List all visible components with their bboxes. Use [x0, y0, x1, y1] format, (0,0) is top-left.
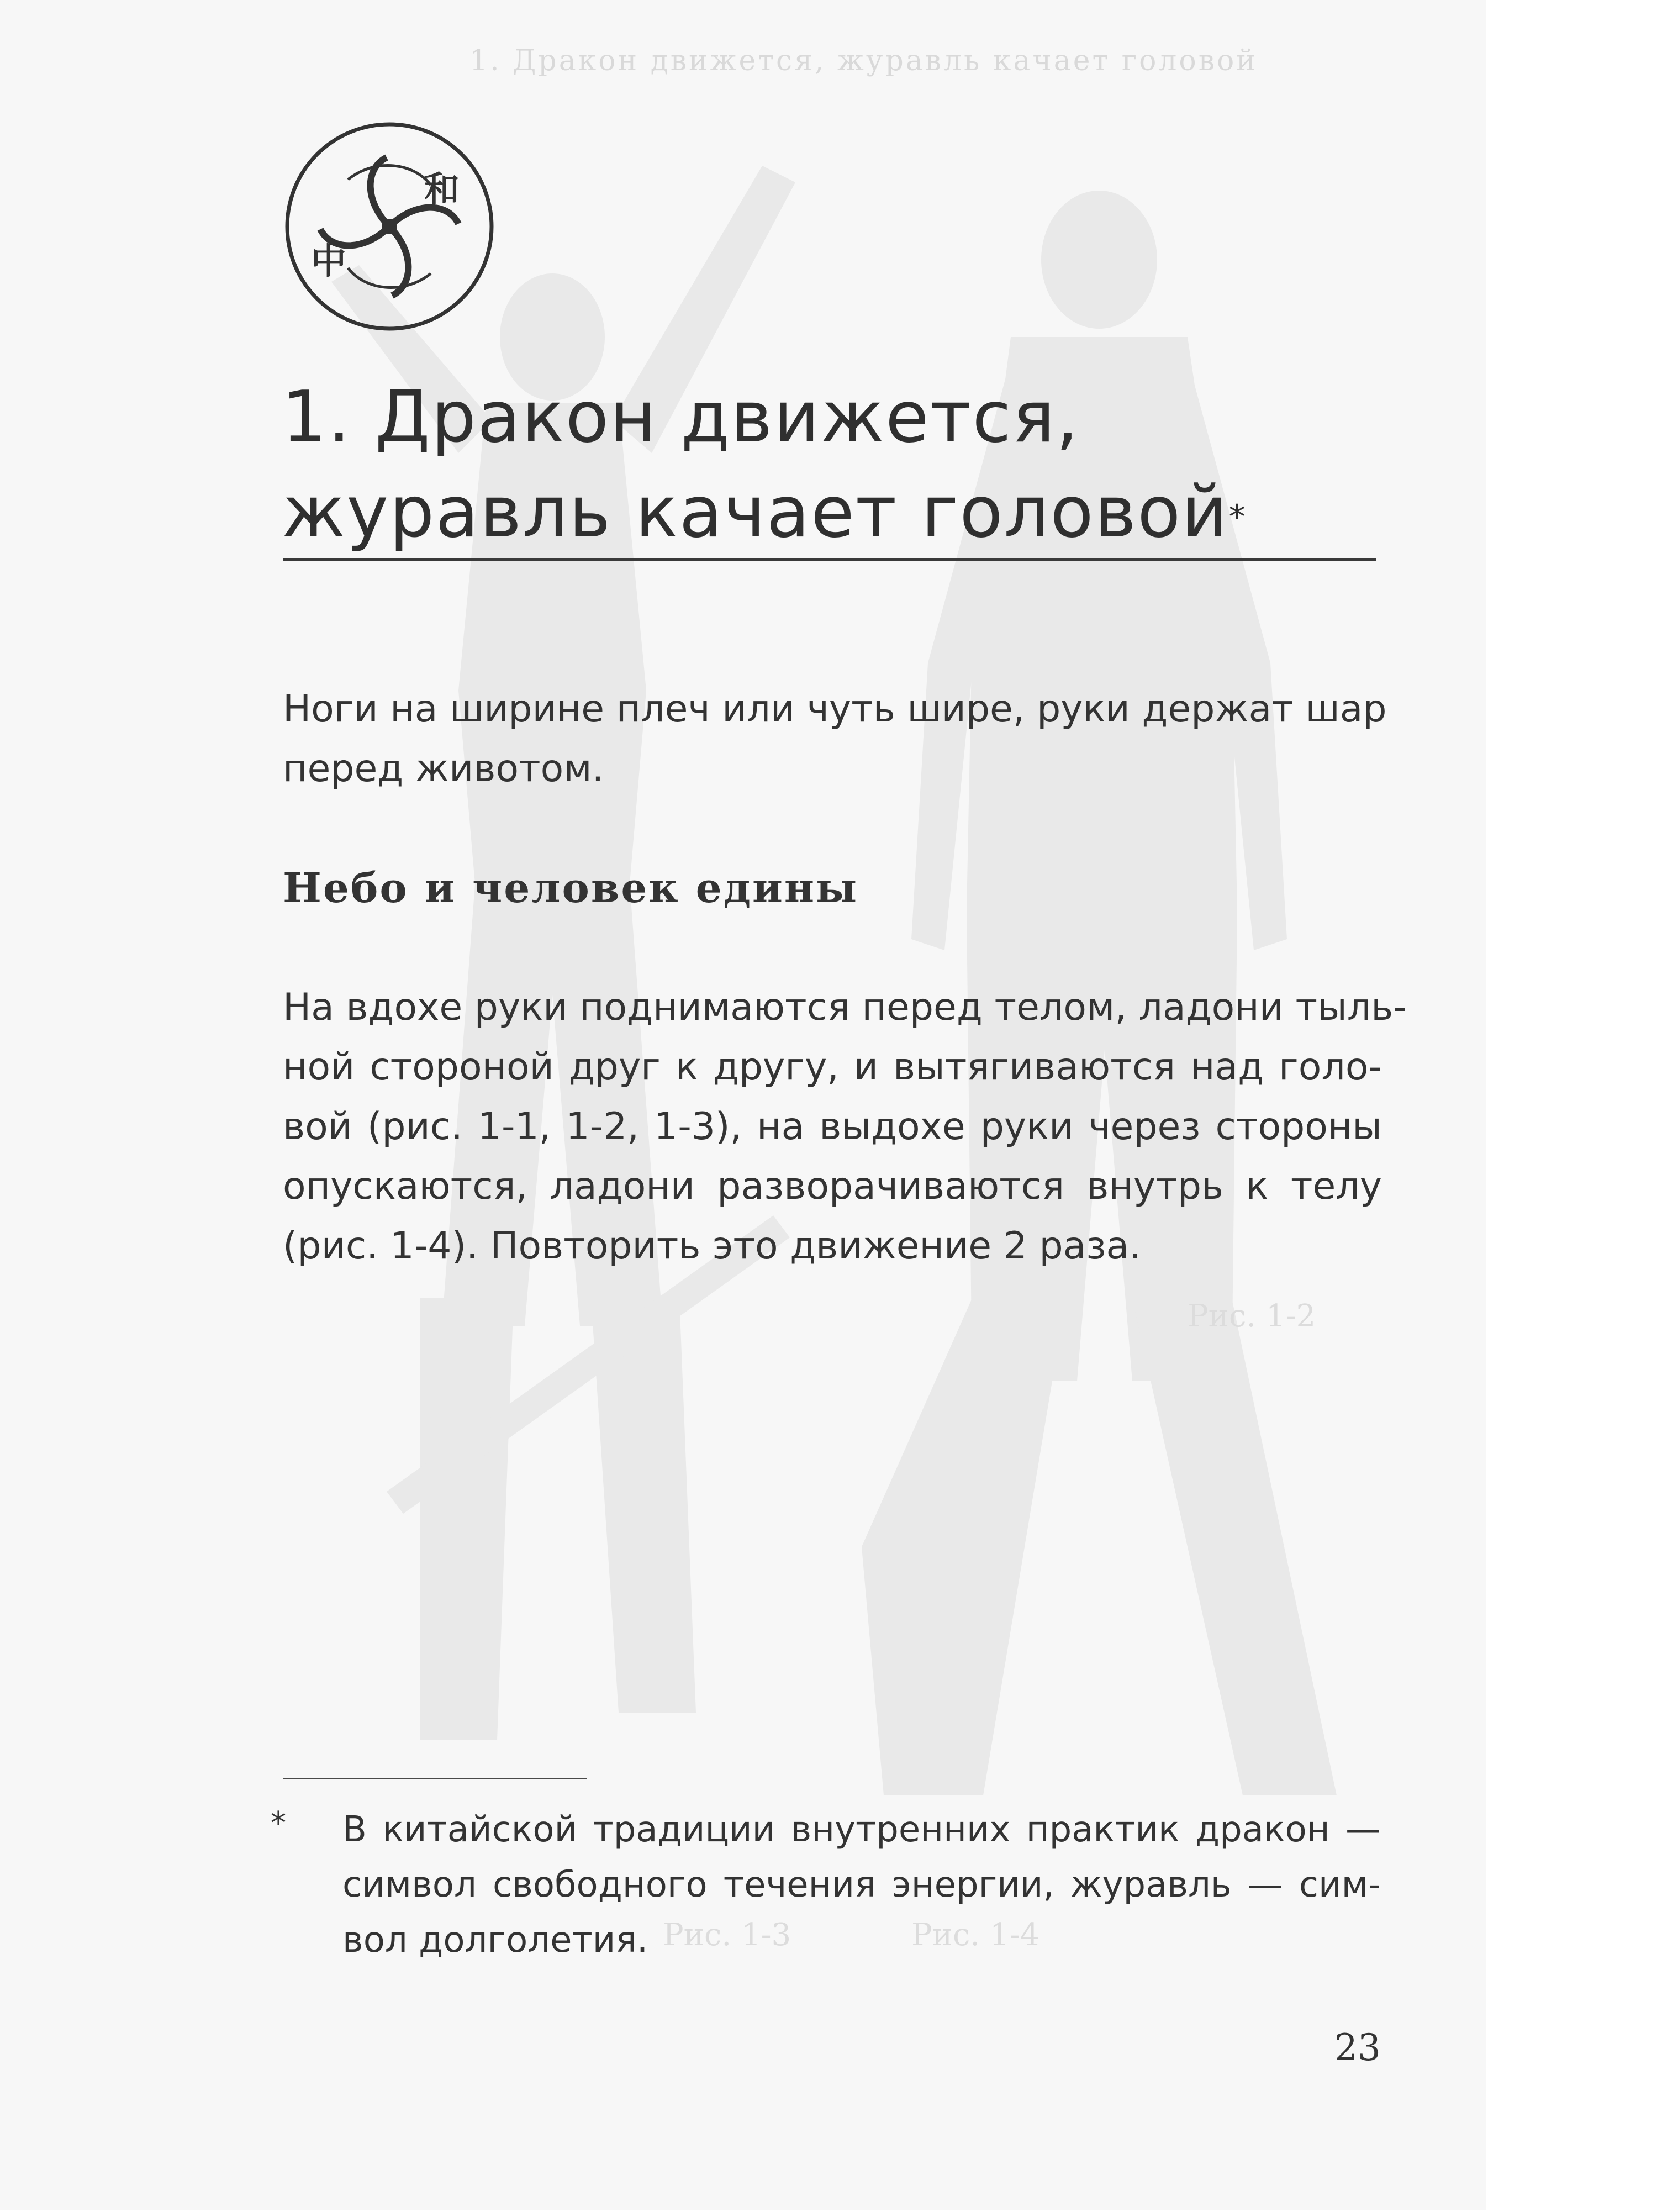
footnote-line: В китайской традиции внутренних практик дракон — — [342, 1809, 1381, 1850]
footnote-divider — [283, 1778, 587, 1779]
footnote-line: символ свободного течения энергии, журавль — сим- — [342, 1865, 1381, 1905]
page-number: 23 — [1334, 2026, 1381, 2069]
emblem-glyph-right: 和 — [424, 170, 460, 210]
footnote-line: вол долголетия. — [342, 1920, 648, 1961]
section-line: вой (рис. 1-1, 1-2, 1-3), на выдохе руки через стороны — [283, 1105, 1382, 1149]
chapter-emblem-icon — [282, 119, 497, 334]
intro-line: перед животом. — [283, 747, 604, 791]
bleed-caption-right: Рис. 1-4 — [911, 1917, 1040, 1953]
intro-line: Ноги на ширине плеч или чуть шире, руки держат шар — [283, 687, 1387, 731]
section-paragraph — [283, 978, 1407, 1276]
bleed-running-head: 1. Дракон движется, журавль качает головой — [469, 44, 1258, 77]
intro-paragraph — [283, 680, 1387, 799]
chapter-title-line-1: 1. Дракон движется, — [282, 376, 1080, 459]
emblem-graphic — [282, 119, 497, 334]
bleed-caption-upper: Рис. 1-2 — [1188, 1298, 1316, 1334]
chapter-title — [282, 370, 1392, 560]
section-line: ной стороной друг к другу, и вытягиваются над голо- — [283, 1045, 1382, 1089]
section-line: На вдохе руки поднимаются перед телом, ладони тыль- — [283, 986, 1407, 1029]
bleed-caption-left: Рис. 1-3 — [663, 1917, 791, 1953]
section-heading: Небо и человек едины — [283, 865, 859, 912]
section-line: (рис. 1-4). Повторить это движение 2 раза. — [283, 1224, 1141, 1268]
title-footnote-mark: * — [1228, 498, 1247, 536]
footnote-marker: * — [271, 1805, 286, 1841]
chapter-title-line-2-text: журавль качает головой — [282, 471, 1229, 554]
footnote-text — [342, 1802, 1381, 1968]
title-divider — [283, 558, 1376, 561]
section-line: опускаются, ладони разворачиваются внутрь к телу — [283, 1165, 1382, 1208]
chapter-title-line-2 — [282, 465, 1392, 560]
emblem-glyph-left: 中 — [311, 241, 346, 282]
